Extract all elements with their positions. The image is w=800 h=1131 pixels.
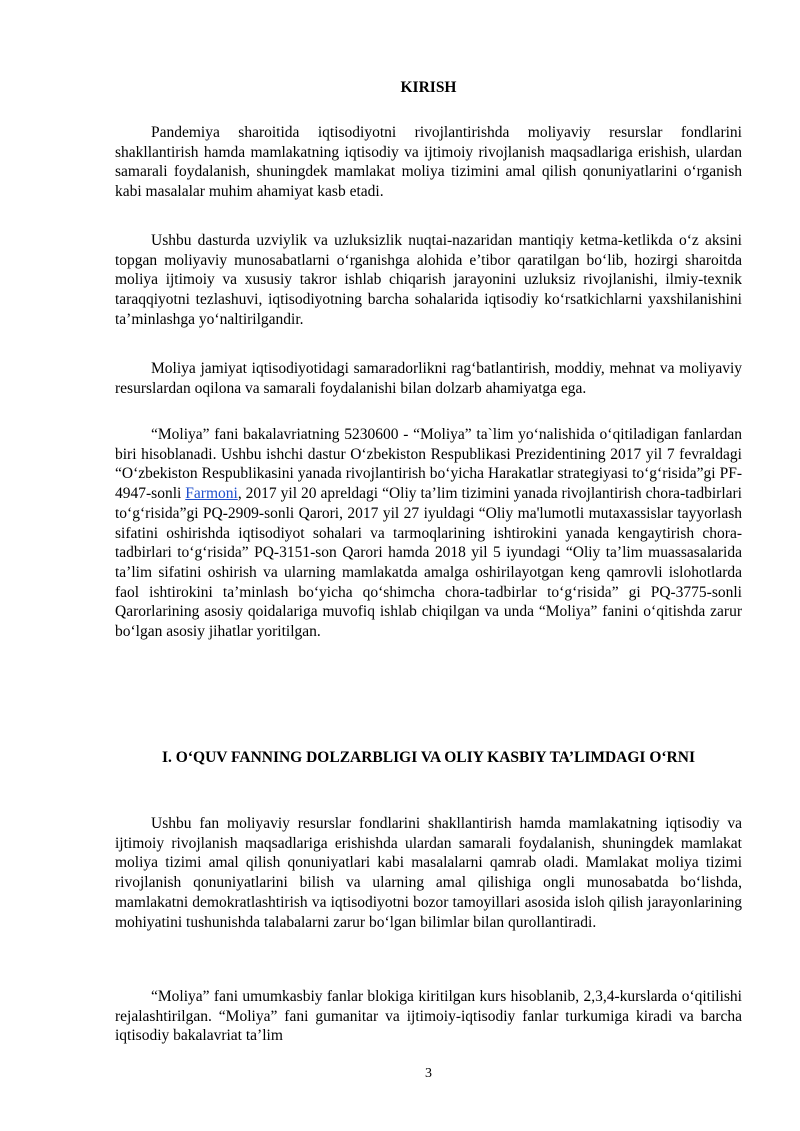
section-heading-1: I. O‘QUV FANNING DOLZARBLIGI VA OLIY KASBIY TA’LIMDAGI O‘RNI	[162, 749, 695, 766]
intro-paragraph-1: Pandemiya sharoitida iqtisodiyotni rivojlantirishda moliyaviy resurslar fondlarini shakllantirish hamda mamlakatning iqtisodiy va ijtimoiy rivojlanish maqsadlariga erishish, ulardan samarali foydalanish, shuningdek mamlakat moliya tizimini amal qilish qonuniyatlarini o‘rganish kabi masalalar muhim ahamiyat kasb etadi.	[115, 124, 742, 201]
section-heading-intro: KIRISH	[400, 79, 457, 96]
intro-paragraph-3: Moliya jamiyat iqtisodiyotidagi samaradorlikni rag‘batlantirish, moddiy, mehnat va moliyaviy resurslardan oqilona va samarali foydalanishi bilan dolzarb ahamiyatga ega.	[115, 360, 742, 397]
intro-paragraph-2: Ushbu dasturda uzviylik va uzluksizlik nuqtai-nazaridan mantiqiy ketma-ketlikda o‘z aksini topgan moliyaviy munosabatlarni o‘rganishga alohida e’tibor qaratilgan bo‘lib, hozirgi sharoitda moliya ijtimoiy va xususiy takror ishlab chiqarish jarayonini uzluksiz rivojlanishi, ilmiy-texnik taraqqiyotni tezlashuvi, iqtisodiyotning barcha sohalarida iqtisodiy ko‘rsatkichlarni yaxshilanishini ta’minlashga yo‘naltirilgandir.	[115, 232, 742, 328]
section1-paragraph-1: Ushbu fan moliyaviy resurslar fondlarini shakllantirish hamda mamlakatning iqtisodiy va ijtimoiy rivojlanish maqsadlariga erishishda ulardan samarali foydalanish, shuningdek mamlakat moliya tizimi amal qilish qonuniyatlari kabi masalalarni qamrab oladi. Mamlakat moliya tizimi rivojlanish qonuniyatlarini bilish va ularning amal qilishiga ongli munosabatda bo‘lishda, mamlakatni demokratlashtirish va iqtisodiyotni bozor tamoyillari asosida isloh qilish jarayonlarining mohiyatini tushunishda talabalarni zarur bo‘lgan bilimlar bilan qurollantiradi.	[115, 815, 742, 931]
decree-paragraph	[115, 425, 742, 642]
farmoni-link[interactable]: Farmoni	[185, 485, 238, 503]
decree-text-after-link: , 2017 yil 20 apreldagi “Oliy ta’lim tizimini yanada rivojlantirish chora-tadbirlari to‘g‘risida”gi PQ-2909-sonli Qarori, 2017 yil 27 iyuldagi “Oliy ma'lumotli mutaxassislar tayyorlash sifatini oshirishda iqtisodiyot sohalari va tarmoqlarining ishtirokini yanada kengaytirish chora-tadbirlari to‘g‘risida” PQ-3151-son Qarori hamda 2018 yil 5 iyundagi “Oliy ta’lim muassasalarida ta’lim sifatini oshirish va ularning mamlakatda amalga oshirilayotgan keng qamrovli islohotlarda faol ishtirokini ta’minlash bo‘yicha qo‘shimcha chora-tadbirlar to‘g‘risida” gi PQ-3775-sonli Qarorlarining asosiy qoidalariga muvofiq ishlab chiqilgan va unda “Moliya” fanini o‘qitishda zarur bo‘lgan asosiy jihatlar yoritilgan.	[115, 485, 742, 641]
section1-paragraph-2: “Moliya” fani umumkasbiy fanlar blokiga kiritilgan kurs hisoblanib, 2,3,4-kurslarda o‘qitilishi rejalashtirilgan. “Moliya” fani gumanitar va ijtimoiy-iqtisodiy fanlar turkumiga kiradi va barcha iqtisodiy bakalavriat ta’lim	[115, 988, 742, 1045]
page-number: 3	[425, 1066, 432, 1081]
decree-text-before-link: “Moliya” fani bakalavriatning 5230600 - “Moliya” ta`lim yo‘nalishida o‘qitiladigan fanlardan biri hisoblanadi. Ushbu ishchi dastur O‘zbekiston Respublikasi Prezidentining 2017 yil 7 fevraldagi “O‘zbekiston Respublikasini yanada rivojlantirish bo‘yicha Harakatlar strategiyasi to‘g‘risida”gi PF-4947-sonli	[115, 426, 742, 503]
